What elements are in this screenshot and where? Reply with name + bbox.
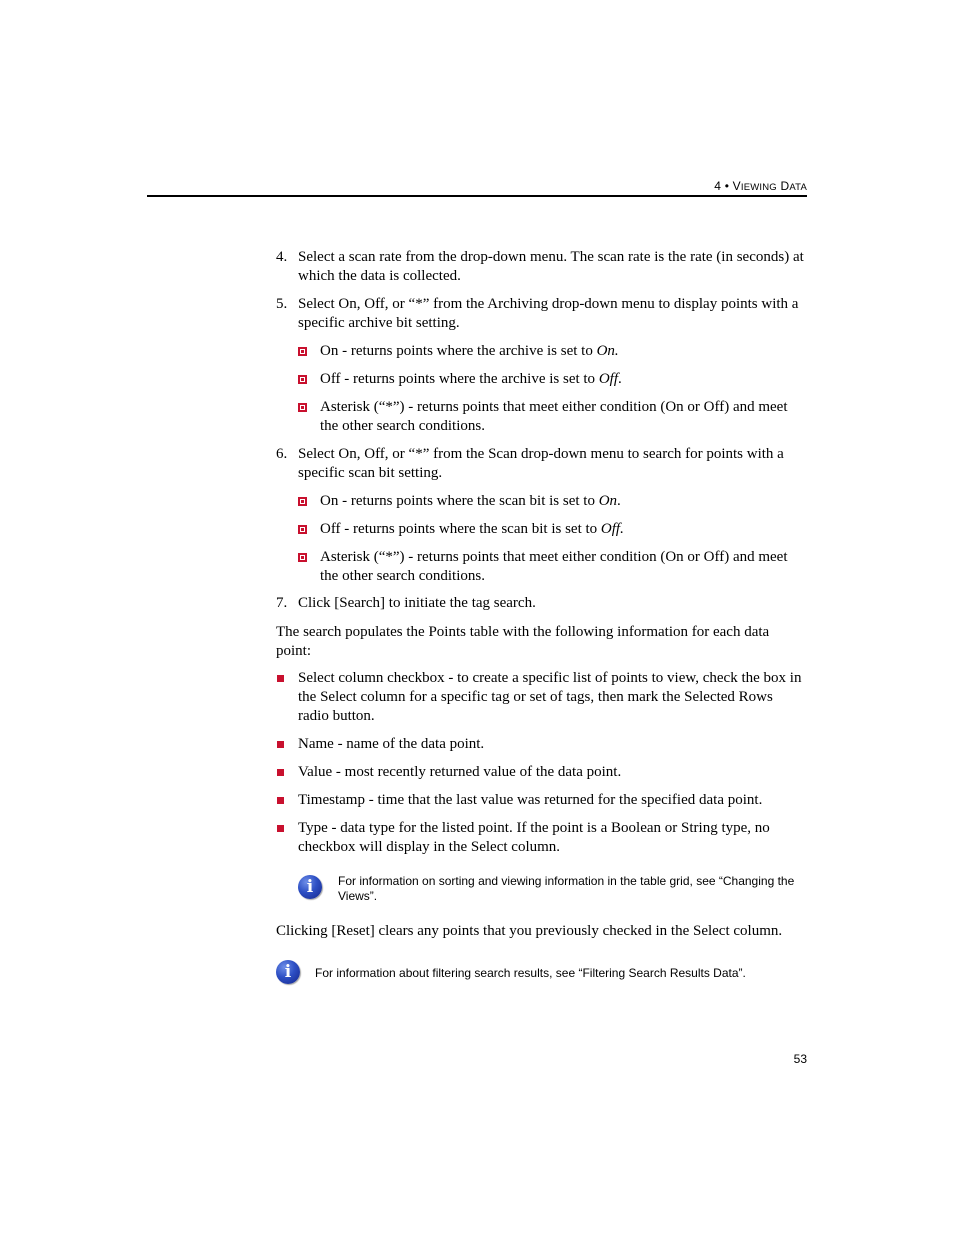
column-text: Select column checkbox - to create a specific list of points to view, check the box in the Select column for a specific tag or set of tags, then mark the Selected Rows radio button. (298, 670, 802, 724)
archive-option-off (298, 370, 807, 389)
column-text: Name - name of the data point. (298, 736, 485, 752)
option-tail: . (617, 493, 621, 509)
option-value: On (598, 493, 618, 509)
column-item-timestamp (276, 791, 807, 810)
archive-option-on (298, 342, 807, 361)
option-text (320, 342, 807, 361)
page-number: 53 (793, 1052, 807, 1066)
bullet-icon (277, 675, 284, 682)
option-text: Asterisk (“*”) - returns points that meet either condition (On or Off) and meet the other search conditions. (320, 549, 788, 584)
bullet-icon (277, 741, 284, 748)
chapter-title-rest-d: ATA (789, 182, 807, 193)
column-item-value (276, 763, 807, 782)
column-item-type (276, 819, 807, 857)
option-desc: On - returns points where the scan bit is set to (320, 493, 599, 509)
bullet-icon (298, 525, 307, 534)
step-6 (276, 445, 807, 483)
column-text: Timestamp - time that the last value was returned for the specified data point. (298, 792, 763, 808)
chapter-title-initial-d: D (780, 179, 790, 193)
bullet-icon (298, 347, 307, 356)
scan-option-on (298, 492, 807, 511)
step-7 (276, 594, 807, 613)
bullet-icon (298, 403, 307, 412)
bullet-icon (298, 497, 307, 506)
option-value: Off (598, 371, 618, 387)
scan-option-asterisk (298, 548, 807, 586)
option-desc: On - returns points where the archive is set to (320, 343, 597, 359)
option-text (320, 370, 807, 389)
step-number: 6. (276, 446, 288, 462)
bullet-icon (277, 769, 284, 776)
bullet-icon (277, 825, 284, 832)
running-header (714, 179, 807, 193)
column-item-select (276, 669, 807, 726)
option-desc: Off - returns points where the scan bit is set to (320, 521, 601, 537)
info-icon (298, 875, 322, 899)
reset-paragraph: Clicking [Reset] clears any points that you previously checked in the Select column. (276, 923, 783, 939)
step-5 (276, 295, 807, 333)
scan-option-off (298, 520, 807, 539)
info-icon-glyph: i (306, 877, 314, 897)
header-rule (147, 195, 807, 197)
info-icon (276, 960, 300, 984)
archive-option-asterisk (298, 398, 807, 436)
chapter-number: 4 • (714, 179, 730, 193)
step-text: Select On, Off, or “*” from the Scan drop-down menu to search for points with a specific scan bit setting. (298, 446, 784, 481)
option-text: Asterisk (“*”) - returns points that meet either condition (On or Off) and meet the other search conditions. (320, 399, 788, 434)
option-desc: Off - returns points where the archive is set to (320, 371, 599, 387)
note-filtering-results: For information about filtering search results, see “Filtering Search Results Data”. (315, 966, 746, 980)
option-text (320, 520, 807, 539)
column-text: Type - data type for the listed point. If the point is a Boolean or String type, no checkbox will display in the Select column. (298, 820, 770, 855)
info-icon-glyph: i (284, 962, 292, 982)
option-tail: . (617, 371, 622, 387)
option-text (320, 492, 807, 511)
option-value: Off. (600, 521, 624, 537)
bullet-icon (298, 375, 307, 384)
step-text: Select a scan rate from the drop-down menu. The scan rate is the rate (in seconds) at which the data is collected. (298, 249, 804, 284)
chapter-title-initial-v: V (732, 179, 741, 193)
step-4 (276, 248, 807, 286)
note-changing-views: For information on sorting and viewing information in the table grid, see “Changing the Views”. (338, 874, 795, 903)
step-text: Click [Search] to initiate the tag search. (298, 595, 536, 611)
step-number: 4. (276, 249, 288, 265)
bullet-icon (298, 553, 307, 562)
option-value: On. (596, 343, 619, 359)
populates-paragraph: The search populates the Points table with the following information for each data point: (276, 624, 770, 659)
bullet-icon (277, 797, 284, 804)
step-number: 7. (276, 595, 288, 611)
chapter-title-rest-v: IEWING (740, 182, 777, 193)
step-text: Select On, Off, or “*” from the Archiving drop-down menu to display points with a specific archive bit setting. (298, 296, 799, 331)
step-number: 5. (276, 296, 288, 312)
column-item-name (276, 735, 807, 754)
column-text: Value - most recently returned value of the data point. (298, 764, 622, 780)
